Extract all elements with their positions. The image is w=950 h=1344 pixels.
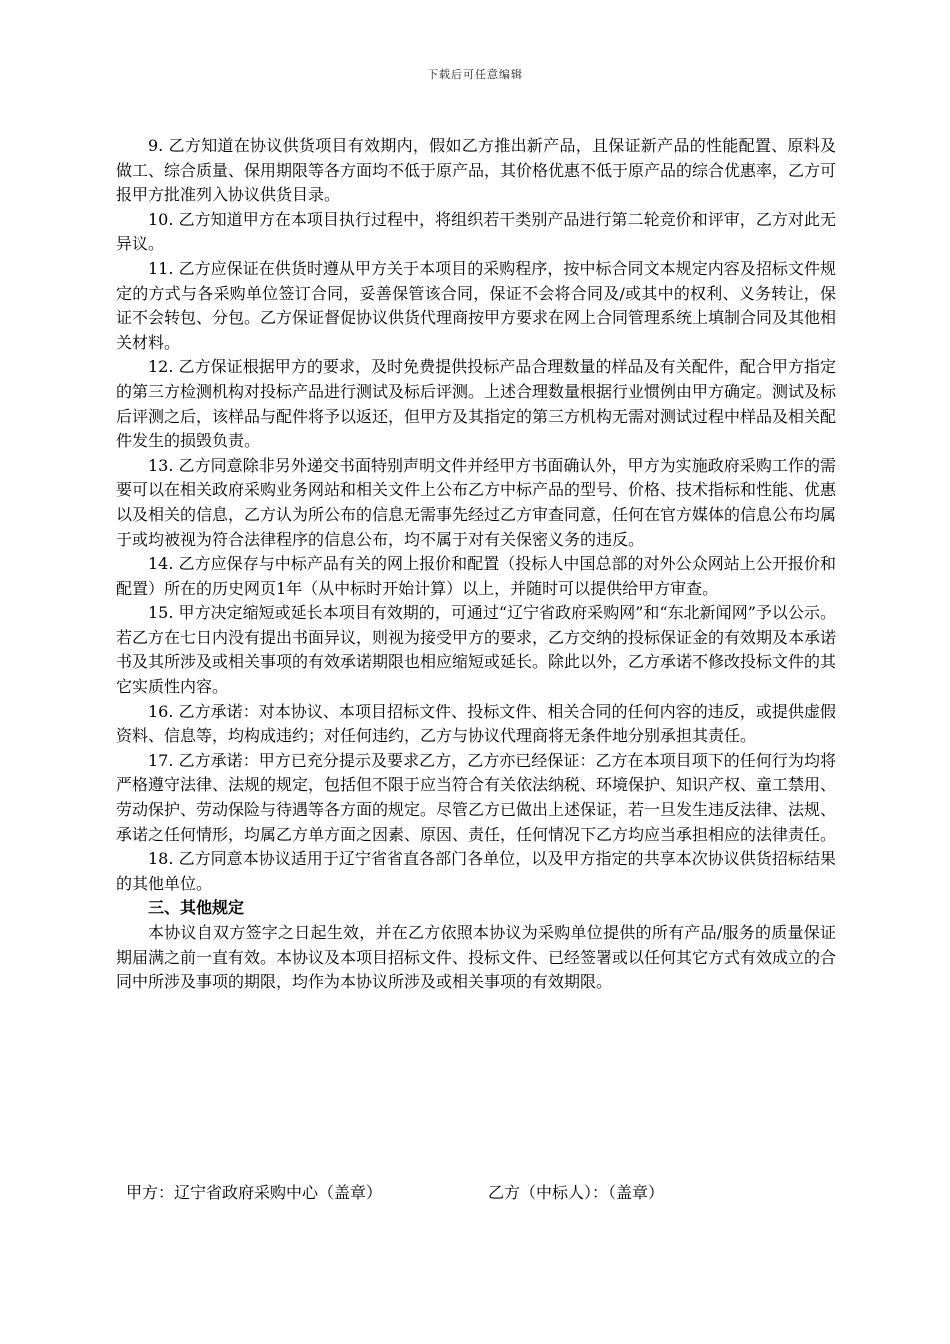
section-heading-other-provisions: 三、其他规定 xyxy=(148,898,245,918)
document-body xyxy=(116,134,836,995)
clause-17: 17. 乙方承诺：甲方已充分提示及要求乙方，乙方亦已经保证：乙方在本项目项下的任何行为均将严格遵守法律、法规的规定，包括但不限于应当符合有关依法纳税、环境保护、知识产权、童工禁用、劳动保护、劳动保险与待遇等各方面的规定。尽管乙方已做出上述保证，若一旦发生违反法律、法规、承诺之任何情形，均属乙方单方面之因素、原因、责任，任何情况下乙方均应当承担相应的法律责任。 xyxy=(116,750,837,844)
clause-12: 12. 乙方保证根据甲方的要求，及时免费提供投标产品合理数量的样品及有关配件，配合甲方指定的第三方检测机构对投标产品进行测试及标后评测。上述合理数量根据行业惯例由甲方确定。测试及标后评测之后，该样品与配件将予以返还，但甲方及其指定的第三方机构无需对测试过程中样品及相关配件发生的损毁负责。 xyxy=(116,357,837,451)
clause-15: 15. 甲方决定缩短或延长本项目有效期的，可通过“辽宁省政府采购网”和“东北新闻网”予以公示。若乙方在七日内没有提出书面异议，则视为接受甲方的要求，乙方交纳的投标保证金的有效期及本承诺书及其所涉及或相关事项的有效承诺期限也相应缩短或延长。除此以外，乙方承诺不修改投标文件的其它实质性内容。 xyxy=(116,603,837,697)
clause-16: 16. 乙方承诺：对本协议、本项目招标文件、投标文件、相关合同的任何内容的违反，或提供虚假资料、信息等，均构成违约；对任何违约，乙方与协议代理商将无条件地分别承担其责任。 xyxy=(116,701,836,746)
clause-11: 11. 乙方应保证在供货时遵从甲方关于本项目的采购程序，按中标合同文本规定内容及招标文件规定的方式与各采购单位签订合同，妥善保管该合同，保证不会将合同及/或其中的权利、义务转让，保证不会转包、分包。乙方保证督促协议供货代理商按甲方要求在网上合同管理系统上填制合同及其他相关材料。 xyxy=(116,258,837,352)
section-body-other-provisions: 本协议自双方签字之日起生效，并在乙方依照本协议为采购单位提供的所有产品/服务的质量保证期届满之前一直有效。本协议及本项目招标文件、投标文件、已经签署或以任何其它方式有效成立的合同中所涉及事项的期限，均作为本协议所涉及或相关事项的有效期限。 xyxy=(116,923,837,992)
page-header: 下载后可任意编辑 xyxy=(427,68,523,81)
clause-10: 10. 乙方知道甲方在本项目执行过程中，将组织若干类别产品进行第二轮竞价和评审，乙方对此无异议。 xyxy=(116,209,836,254)
party-a-signature: 甲方：辽宁省政府采购中心（盖章） xyxy=(126,1183,383,1202)
party-b-signature: 乙方（中标人）：（盖章） xyxy=(488,1183,665,1202)
clause-9: 9. 乙方知道在协议供货项目有效期内，假如乙方推出新产品，且保证新产品的性能配置、原料及做工、综合质量、保用期限等各方面均不低于原产品，其价格优惠不低于原产品的综合优惠率，乙方可报甲方批准列入协议供货目录。 xyxy=(116,136,837,205)
clause-14: 14. 乙方应保存与中标产品有关的网上报价和配置（投标人中国总部的对外公众网站上公开报价和配置）所在的历史网页1年（从中标时开始计算）以上，并随时可以提供给甲方审查。 xyxy=(116,554,836,598)
clause-13: 13. 乙方同意除非另外递交书面特别声明文件并经甲方书面确认外，甲方为实施政府采购工作的需要可以在相关政府采购业务网站和相关文件上公布乙方中标产品的型号、价格、技术指标和性能、优惠以及相关的信息，乙方认为所公布的信息无需事先经过乙方审查同意，任何在官方媒体的信息公布均属于或均被视为符合法律程序的信息公布，均不属于对有关保密义务的违反。 xyxy=(116,455,837,549)
clause-18: 18. 乙方同意本协议适用于辽宁省省直各部门各单位，以及甲方指定的共享本次协议供货招标结果的其他单位。 xyxy=(116,849,836,893)
